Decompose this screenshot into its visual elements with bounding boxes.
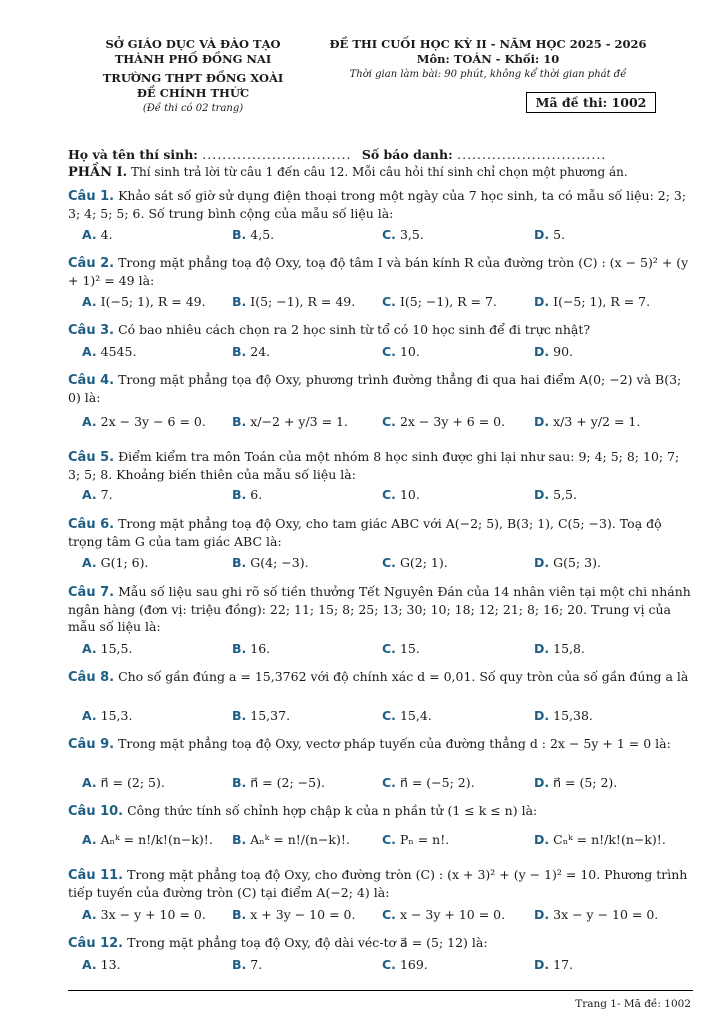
option-b[interactable]: B. x/−2 + y/3 = 1.: [232, 414, 348, 429]
question-text: Trong mặt phẳng toạ độ Oxy, vectơ pháp tuyến của đường thẳng d : 2x − 5y + 1 = 0 là:: [118, 736, 671, 751]
time-note: Thời gian làm bài: 90 phút, không kể thời gian phát đề: [349, 69, 627, 80]
option-b[interactable]: B. n⃗ = (2; −5).: [232, 775, 325, 790]
question-text: Công thức tính số chỉnh hợp chập k của n phần tử (1 ≤ k ≤ n) là:: [127, 803, 538, 818]
option-b[interactable]: B. 15,37.: [232, 708, 291, 723]
option-c[interactable]: C. 15.: [382, 641, 420, 656]
question-number: Câu 3.: [68, 323, 115, 338]
option-c[interactable]: C. 2x − 3y + 6 = 0.: [382, 414, 506, 429]
question-number: Câu 4.: [68, 373, 115, 388]
option-a[interactable]: A. G(1; 6).: [82, 555, 149, 570]
name-dots: ..............................: [202, 147, 352, 162]
official-label: ĐỀ CHÍNH THỨC: [136, 86, 250, 100]
option-c[interactable]: C. 3,5.: [382, 227, 424, 242]
question-number: Câu 9.: [68, 737, 115, 752]
question-text: Khảo sát số giờ sử dụng điện thoại trong một ngày của 7 học sinh, ta có mẫu số liệu: 2; 3; 3; 4; 5; 5; 6. Số trung bình cộng của mẫu số liệu là:: [68, 188, 687, 221]
question-8: [68, 668, 693, 686]
question-7: [68, 583, 693, 635]
question-number: Câu 1.: [68, 189, 115, 204]
page-count-note: (Đề thi có 02 trang): [142, 103, 244, 114]
option-d[interactable]: D. 5,5.: [534, 487, 577, 502]
option-b[interactable]: B. 16.: [232, 641, 271, 656]
question-6: [68, 515, 693, 550]
option-b[interactable]: B. G(4; −3).: [232, 555, 309, 570]
options-2: [82, 294, 702, 314]
option-c[interactable]: C. x − 3y + 10 = 0.: [382, 907, 506, 922]
option-d[interactable]: D. 15,8.: [534, 641, 585, 656]
student-info-line: [68, 147, 693, 162]
option-d[interactable]: D. 15,38.: [534, 708, 593, 723]
option-d[interactable]: D. n⃗ = (5; 2).: [534, 775, 618, 790]
option-b[interactable]: B. Aₙᵏ = n!/(n−k)!.: [232, 832, 350, 847]
question-text: Mẫu số liệu sau ghi rõ số tiền thưởng Tết Nguyên Đán của 14 nhân viên tại một chi nhánh ngân hàng (đơn vị: triệu đồng): 22; 11; 15; 8; 25; 13; 30; 10; 18; 12; 21; 8; 16; 20. Trung vị của mẫu số liệu là:: [68, 584, 691, 634]
question-text: Có bao nhiêu cách chọn ra 2 học sinh từ tổ có 10 học sinh để đi trực nhật?: [118, 322, 591, 337]
options-10: [82, 832, 702, 852]
question-4: [68, 371, 693, 406]
option-a[interactable]: A. 15,3.: [82, 708, 133, 723]
city-name: THÀNH PHỐ ĐỒNG NAI: [114, 52, 272, 66]
option-b[interactable]: B. x + 3y − 10 = 0.: [232, 907, 356, 922]
option-d[interactable]: D. 5.: [534, 227, 566, 242]
question-text: Điểm kiểm tra môn Toán của một nhóm 8 học sinh được ghi lại như sau: 9; 4; 5; 8; 10; 7; 3; 5; 8. Khoảng biến thiên của mẫu số liệu là:: [68, 449, 680, 482]
question-10: [68, 802, 693, 820]
department-name: SỞ GIÁO DỤC VÀ ĐÀO TẠO: [105, 37, 281, 51]
question-text: Trong mặt phẳng toạ độ Oxy, cho đường tròn (C) : (x + 3)² + (y − 1)² = 10. Phương trình tiếp tuyến của đường tròn (C) tại điểm A(−2; 4) là:: [68, 867, 688, 900]
option-a[interactable]: A. I(−5; 1), R = 49.: [82, 294, 206, 309]
part-title: PHẦN I.: [68, 165, 128, 180]
option-c[interactable]: C. n⃗ = (−5; 2).: [382, 775, 475, 790]
option-d[interactable]: D. Cₙᵏ = n!/k!(n−k)!.: [534, 832, 666, 847]
question-9: [68, 735, 693, 753]
exam-code-box: Mã đề thi: 1002: [526, 92, 656, 113]
option-c[interactable]: C. 10.: [382, 344, 420, 359]
question-text: Trong mặt phẳng toạ độ Oxy, cho tam giác ABC với A(−2; 5), B(3; 1), C(5; −3). Toạ độ trọng tâm G của tam giác ABC là:: [68, 516, 662, 549]
option-c[interactable]: C. I(5; −1), R = 7.: [382, 294, 497, 309]
options-5: [82, 487, 702, 507]
option-a[interactable]: A. 7.: [82, 487, 113, 502]
option-c[interactable]: C. Pₙ = n!.: [382, 832, 450, 847]
option-c[interactable]: C. 10.: [382, 487, 420, 502]
question-number: Câu 8.: [68, 670, 115, 685]
options-4: [82, 414, 702, 434]
question-number: Câu 11.: [68, 868, 124, 883]
option-a[interactable]: A. 2x − 3y − 6 = 0.: [82, 414, 206, 429]
option-b[interactable]: B. 24.: [232, 344, 271, 359]
question-text: Cho số gần đúng a = 15,3762 với độ chính xác d = 0,01. Số quy tròn của số gần đúng a là: [118, 669, 689, 684]
options-11: [82, 907, 702, 927]
question-number: Câu 10.: [68, 804, 124, 819]
option-b[interactable]: B. 6.: [232, 487, 263, 502]
question-11: [68, 866, 693, 901]
name-label: Họ và tên thí sinh:: [68, 147, 198, 162]
question-number: Câu 7.: [68, 585, 115, 600]
question-5: [68, 448, 693, 483]
option-d[interactable]: D. I(−5; 1), R = 7.: [534, 294, 651, 309]
options-1: [82, 227, 702, 247]
question-text: Trong mặt phẳng toạ độ Oxy, độ dài véc-tơ a⃗ = (5; 12) là:: [127, 935, 488, 950]
question-number: Câu 5.: [68, 450, 115, 465]
question-1: [68, 187, 693, 222]
question-3: [68, 321, 693, 339]
options-3: [82, 344, 702, 364]
option-a[interactable]: A. n⃗ = (2; 5).: [82, 775, 165, 790]
option-d[interactable]: D. G(5; 3).: [534, 555, 601, 570]
question-12: [68, 934, 693, 952]
option-b[interactable]: B. 7.: [232, 957, 263, 972]
part-text: Thí sinh trả lời từ câu 1 đến câu 12. Mỗi câu hỏi thí sinh chỉ chọn một phương án.: [131, 165, 628, 179]
question-text: Trong mặt phẳng tọa độ Oxy, phương trình đường thẳng đi qua hai điểm A(0; −2) và B(3; 0) là:: [68, 372, 682, 405]
question-number: Câu 12.: [68, 936, 124, 951]
option-a[interactable]: A. 3x − y + 10 = 0.: [82, 907, 206, 922]
options-12: [82, 957, 702, 977]
question-text: Trong mặt phẳng toạ độ Oxy, toạ độ tâm I và bán kính R của đường tròn (C) : (x − 5)² + (y + 1)² = 49 là:: [68, 255, 689, 288]
options-7: [82, 641, 702, 661]
option-a[interactable]: A. 15,5.: [82, 641, 133, 656]
option-d[interactable]: D. x/3 + y/2 = 1.: [534, 414, 641, 429]
school-header: [78, 37, 308, 116]
option-d[interactable]: D. 90.: [534, 344, 574, 359]
exam-title: ĐỀ THI CUỐI HỌC KỲ II - NĂM HỌC 2025 - 2026: [329, 37, 647, 51]
option-a[interactable]: A. 4.: [82, 227, 113, 242]
option-d[interactable]: D. 3x − y − 10 = 0.: [534, 907, 659, 922]
options-8: [82, 708, 702, 728]
school-name: TRƯỜNG THPT ĐỒNG XOÀI: [102, 71, 284, 85]
option-b[interactable]: B. 4,5.: [232, 227, 275, 242]
options-6: [82, 555, 702, 575]
option-a[interactable]: A. Aₙᵏ = n!/k!(n−k)!.: [82, 832, 213, 847]
option-b[interactable]: B. I(5; −1), R = 49.: [232, 294, 356, 309]
option-d[interactable]: D. 17.: [534, 957, 574, 972]
option-c[interactable]: C. 169.: [382, 957, 428, 972]
footer-divider: [68, 990, 693, 991]
question-number: Câu 6.: [68, 517, 115, 532]
id-label: Số báo danh:: [361, 147, 453, 162]
part-instruction: [68, 165, 693, 180]
option-c[interactable]: C. 15,4.: [382, 708, 432, 723]
option-a[interactable]: A. 13.: [82, 957, 121, 972]
exam-header: [318, 37, 658, 82]
options-9: [82, 775, 702, 795]
id-dots: ..............................: [457, 147, 607, 162]
option-c[interactable]: C. G(2; 1).: [382, 555, 448, 570]
page-footer: Trang 1- Mã đề: 1002: [575, 998, 691, 1010]
option-a[interactable]: A. 4545.: [82, 344, 137, 359]
subject-line: Môn: TOÁN - Khối: 10: [416, 52, 560, 66]
question-2: [68, 254, 693, 289]
question-number: Câu 2.: [68, 256, 115, 271]
